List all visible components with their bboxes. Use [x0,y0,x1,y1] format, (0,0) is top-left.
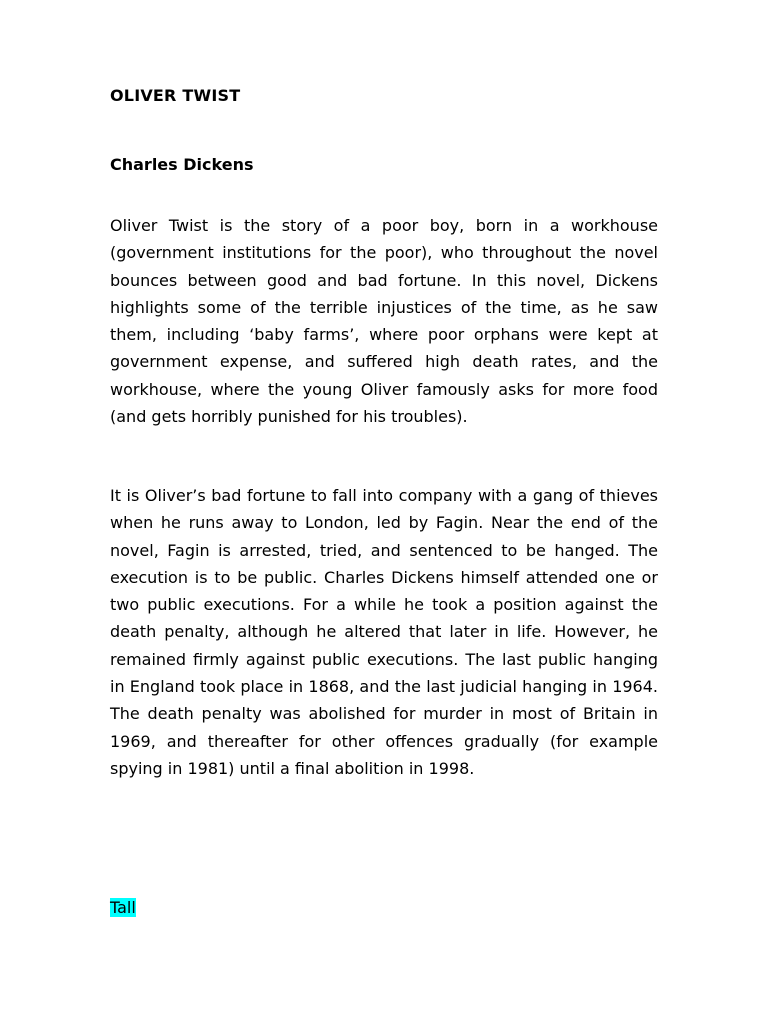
paragraph-fagin: It is Oliver’s bad fortune to fall into company with a gang of thieves when he runs away to London, led by Fagin. Near the end of the novel, Fagin is arrested, tried, and sentenced to be hanged. The execution is to be public. Charles Dickens himself attended one or two public executions. For a while he took a position against the death penalty, although he altered that later in life. However, he remained firmly against public executions. The last public hanging in England took place in 1868, and the last judicial hanging in 1964. The death penalty was abolished for murder in most of Britain in 1969, and thereafter for other offences gradually (for example spying in 1981) until a final abolition in 1998. [110,486,658,778]
document-title: OLIVER TWIST [110,86,241,105]
highlighted-word[interactable]: Tall [110,898,136,917]
highlighted-text-line [110,897,136,918]
paragraph-intro: Oliver Twist is the story of a poor boy, born in a workhouse (government institutions for the poor), who throughout the novel bounces between good and bad fortune. In this novel, Dickens highlights some of the terrible injustices of the time, as he saw them, including ‘baby farms’, where poor orphans were kept at government expense, and suffered high death rates, and the workhouse, where the young Oliver famously asks for more food (and gets horribly punished for his troubles). [110,216,658,427]
document-author: Charles Dickens [110,155,254,174]
